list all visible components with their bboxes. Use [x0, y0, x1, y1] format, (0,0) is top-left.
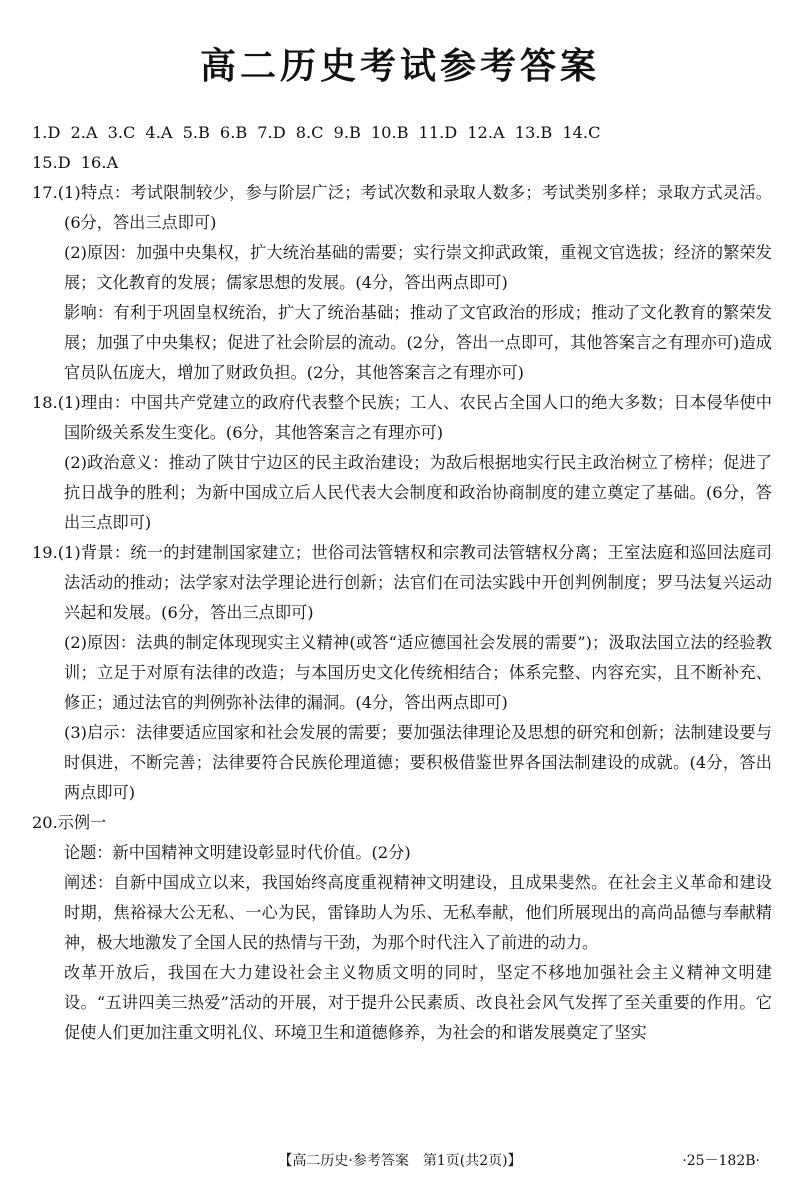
choice-answers-line-2 [32, 148, 772, 178]
choice-answer: 16.A [80, 153, 119, 172]
choice-answer: 10.B [370, 123, 409, 142]
q17-part1: 17.(1)特点：考试限制较少，参与阶层广泛；考试次数和录取人数多；考试类别多样；录取方式灵活。(6分，答出三点即可) [32, 183, 772, 232]
choice-answer: 1.D [32, 123, 61, 142]
footer-page-info: 【高二历史·参考答案 第1页(共2页)】 [278, 1153, 522, 1169]
answer-content [32, 118, 772, 1048]
choice-answer: 7.D [257, 123, 286, 142]
q18-part2: (2)政治意义：推动了陕甘宁边区的民主政治建设；为敌后根据地实行民主政治树立了榜样；促进了抗日战争的胜利；为新中国成立后人民代表大会制度和政治协商制度的建立奠定了基础。(6分，答出三点即可) [64, 453, 772, 532]
choice-answer: 11.D [418, 123, 458, 142]
choice-answer: 13.B [514, 123, 553, 142]
q18-part1: 18.(1)理由：中国共产党建立的政府代表整个民族；工人、农民占全国人口的绝大多数；日本侵华使中国阶级关系发生变化。(6分，其他答案言之有理亦可) [32, 393, 772, 442]
q20-topic: 论题：新中国精神文明建设彰显时代价值。(2分) [64, 843, 411, 862]
q20-heading: 20.示例一 [32, 813, 107, 832]
choice-answer: 3.C [107, 123, 136, 142]
q20-elaboration-1: 阐述：自新中国成立以来，我国始终高度重视精神文明建设，且成果斐然。在社会主义革命和建设时期，焦裕禄大公无私、一心为民，雷锋助人为乐、无私奉献，他们所展现出的高尚品德与奉献精神，极大地激发了全国人民的热情与干劲，为那个时代注入了前进的动力。 [64, 873, 772, 952]
choice-answer: 4.A [145, 123, 173, 142]
choice-answer: 9.B [333, 123, 361, 142]
q20-elaboration-2: 改革开放后，我国在大力建设社会主义物质文明的同时，坚定不移地加强社会主义精神文明建设。“五讲四美三热爱”活动的开展，对于提升公民素质、改良社会风气发挥了至关重要的作用。它促使人们更加注重文明礼仪、环境卫生和道德修养，为社会的和谐发展奠定了坚实 [64, 963, 772, 1042]
choice-answer: 5.B [182, 123, 210, 142]
choice-answers-line-1 [32, 118, 772, 148]
q19-part1: 19.(1)背景：统一的封建制国家建立；世俗司法管辖权和宗教司法管辖权分离；王室法庭和巡回法庭司法活动的推动；法学家对法学理论进行创新；法官们在司法实践中开创判例制度；罗马法复兴运动兴起和发展。(6分，答出三点即可) [32, 543, 772, 622]
footer-code: ·25－182B· [682, 1153, 760, 1169]
q17-part2: (2)原因：加强中央集权，扩大统治基础的需要；实行崇文抑武政策，重视文官选拔；经济的繁荣发展；文化教育的发展；儒家思想的发展。(4分，答出两点即可) [64, 243, 772, 292]
choice-answer: 14.C [562, 123, 601, 142]
choice-answer: 15.D [32, 153, 71, 172]
choice-answer: 2.A [70, 123, 98, 142]
choice-answer: 12.A [467, 123, 505, 142]
choice-answer: 6.B [219, 123, 248, 142]
choice-answer: 8.C [295, 123, 324, 142]
page-footer [0, 1150, 800, 1174]
q19-part3: (3)启示：法律要适应国家和社会发展的需要；要加强法律理论及思想的研究和创新；法制建设要与时俱进，不断完善；法律要符合民族伦理道德；要积极借鉴世界各国法制建设的成就。(4分，答出两点即可) [64, 723, 772, 802]
page-title: 高二历史考试参考答案 [199, 46, 600, 87]
q17-part2-impact: 影响：有利于巩固皇权统治，扩大了统治基础；推动了文官政治的形成；推动了文化教育的繁荣发展；加强了中央集权；促进了社会阶层的流动。(2分，答出一点即可，其他答案言之有理亦可)造成官员队伍庞大，增加了财政负担。(2分，其他答案言之有理亦可) [64, 303, 772, 382]
q19-part2: (2)原因：法典的制定体现现实主义精神(或答“适应德国社会发展的需要”)；汲取法国立法的经验教训；立足于对原有法律的改造；与本国历史文化传统相结合；体系完整、内容充实，且不断补充、修正；通过法官的判例弥补法律的漏洞。(4分，答出两点即可) [64, 633, 772, 712]
